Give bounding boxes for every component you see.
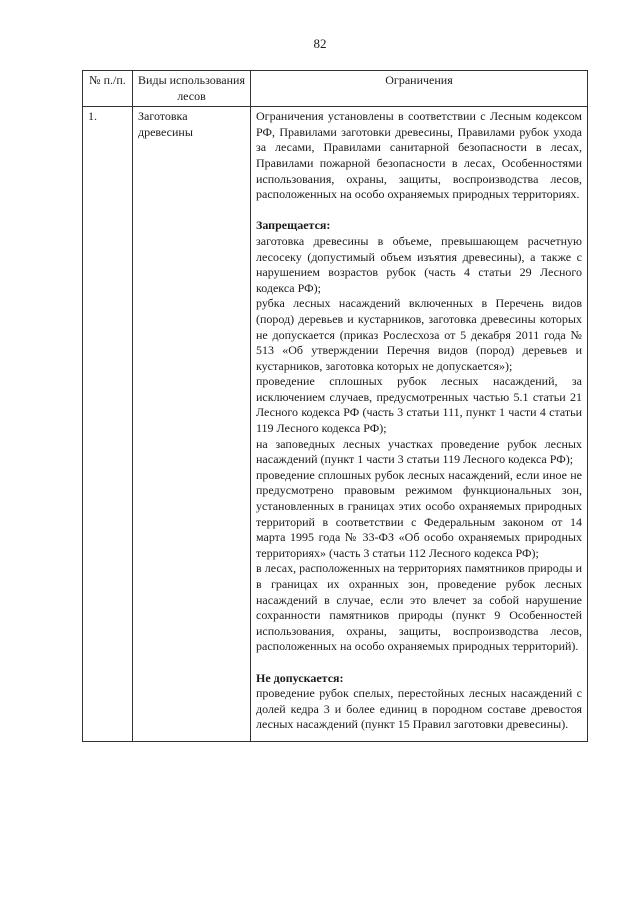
row-restrictions bbox=[251, 107, 588, 742]
table-header-row bbox=[83, 71, 588, 107]
restrictions-table bbox=[82, 70, 588, 742]
header-restrictions: Ограничения bbox=[251, 71, 588, 107]
prohibited-item: на заповедных лесных участках проведение рубок лесных насаждений (пункт 1 части 3 статьи 119 Лесного кодекса РФ); bbox=[256, 436, 582, 467]
prohibited-item: проведение сплошных рубок лесных насаждений, если иное не предусмотрено правовым режимом функциональных зон, установленных в границах этих особо охраняемых природных территорий в соответствии с Федеральным законом от 14 марта 1995 года № 33-ФЗ «Об особо охраняемых природных территориях» (часть 3 статьи 112 Лесного кодекса РФ); bbox=[256, 467, 582, 560]
header-forest-use-types: Виды использования лесов bbox=[133, 71, 251, 107]
prohibited-heading: Запрещается: bbox=[256, 218, 331, 233]
not-allowed-item: проведение рубок спелых, перестойных лесных насаждений с долей кедра 3 и более единиц в породном составе древостоя лесных насаждений (пункт 15 Правил заготовки древесины). bbox=[256, 686, 582, 732]
restrictions-intro: Ограничения установлены в соответствии с Лесным кодексом РФ, Правилами заготовки древесины, Правилами рубок ухода за лесами, Правилами санитарной безопасности в лесах, Правилами пожарной безопасности в лесах, Особенностями использования, охраны, защиты, воспроизводства лесов, расположенных на особо охраняемых природных территориях. bbox=[256, 109, 582, 202]
not-allowed-heading: Не допускается: bbox=[256, 670, 344, 685]
page-number: 82 bbox=[313, 36, 327, 51]
row-use-type: Заготовка древесины bbox=[133, 107, 251, 742]
header-number: № п./п. bbox=[83, 71, 133, 107]
prohibited-item: рубка лесных насаждений включенных в Перечень видов (пород) деревьев и кустарников, заготовка древесины которых не допускается (приказ Рослесхоза от 5 декабря 2011 года № 513 «Об утверждении Перечня видов (пород) деревьев и кустарников, заготовка которых не допускается»); bbox=[256, 296, 582, 373]
table-row bbox=[83, 107, 588, 742]
prohibited-item: проведение сплошных рубок лесных насаждений, за исключением случаев, предусмотренных частью 5.1 статьи 21 Лесного кодекса РФ (часть 3 статьи 111, пункт 1 части 4 статьи 119 Лесного кодекса РФ); bbox=[256, 374, 582, 436]
prohibited-item: заготовка древесины в объеме, превышающем расчетную лесосеку (допустимый объем изъятия древесины), а также с нарушением возрастов рубок (часть 4 статьи 29 Лесного кодекса РФ); bbox=[256, 233, 582, 295]
prohibited-item: в лесах, расположенных на территориях памятников природы и в границах их охранных зон, проведение рубок лесных насаждений в случае, если это влечет за собой нарушение сохранности памятников природы (пункт 9 Особенностей использования, охраны, защиты, воспроизводства лесов, расположенных на особо охраняемых природных территорий). bbox=[256, 561, 582, 654]
row-number: 1. bbox=[83, 107, 133, 742]
